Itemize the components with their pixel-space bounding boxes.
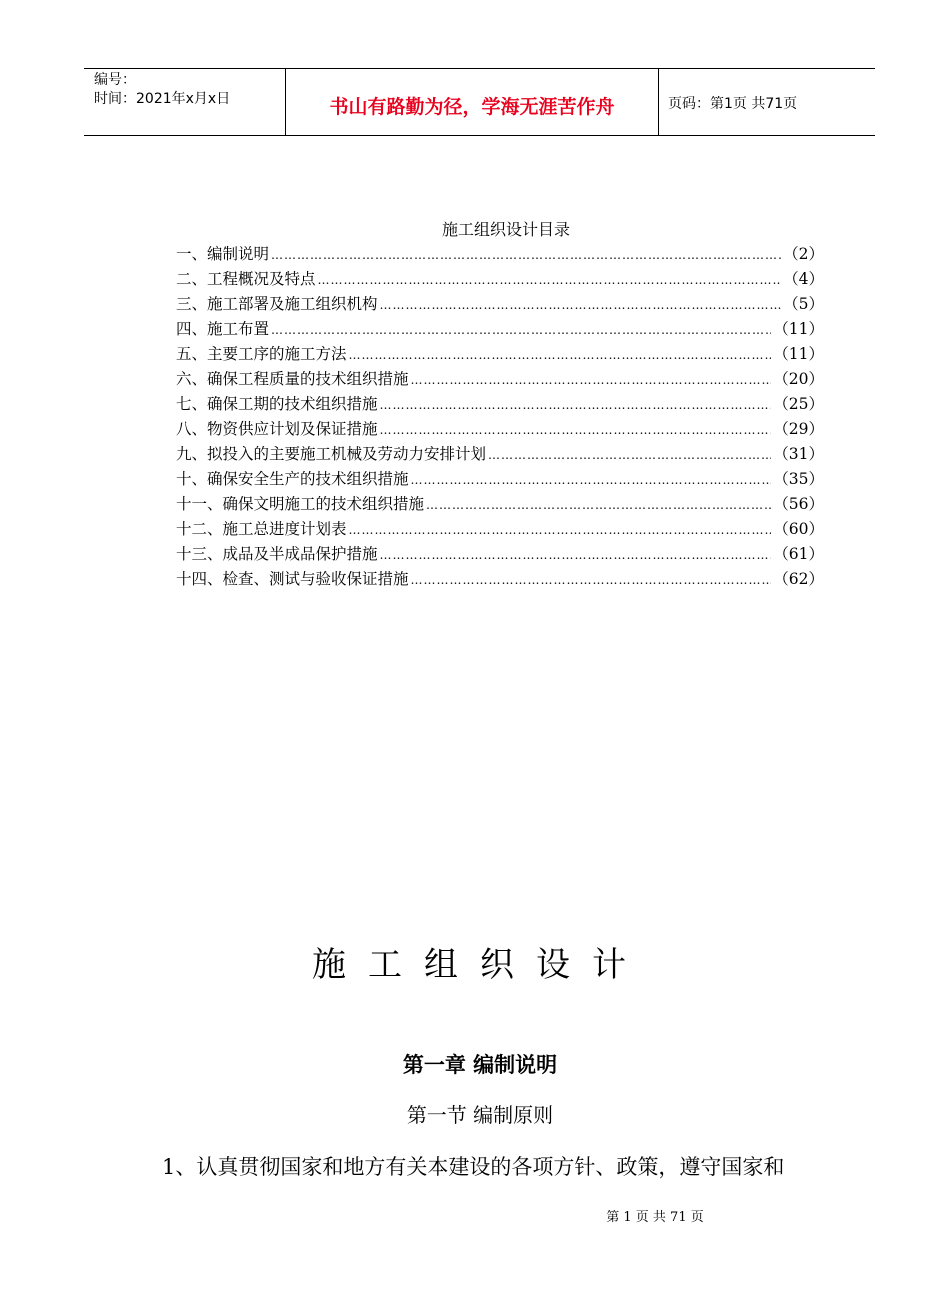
toc-entry[interactable] bbox=[176, 417, 824, 442]
toc-entry-label: 一、编制说明 bbox=[176, 245, 270, 263]
body-paragraph: 1、认真贯彻国家和地方有关本建设的各项方针、政策，遵守国家和 bbox=[162, 1155, 785, 1179]
toc-leader-dots bbox=[271, 243, 781, 268]
toc-entry-page: （4） bbox=[783, 270, 824, 288]
toc-entry[interactable] bbox=[176, 317, 824, 342]
toc-entry[interactable] bbox=[176, 492, 824, 517]
toc-entry-page: （31） bbox=[773, 445, 824, 463]
chapter-heading: 第一章 编制说明 bbox=[402, 1053, 558, 1077]
toc-entry[interactable] bbox=[176, 542, 824, 567]
toc-entry-page: （35） bbox=[773, 470, 824, 488]
header-motto: 书山有路勤为径，学海无涯苦作舟 bbox=[286, 69, 659, 135]
toc-entry-label: 十二、施工总进度计划表 bbox=[176, 520, 347, 538]
toc-entry[interactable] bbox=[176, 517, 824, 542]
toc-entry-label: 九、拟投入的主要施工机械及劳动力安排计划 bbox=[176, 445, 487, 463]
toc-leader-dots bbox=[349, 518, 772, 543]
toc-entry-page: （62） bbox=[773, 570, 824, 588]
toc-entry-label: 十三、成品及半成品保护措施 bbox=[176, 545, 378, 563]
toc-leader-dots bbox=[488, 443, 771, 468]
toc-entry-label: 七、确保工期的技术组织措施 bbox=[176, 395, 378, 413]
table-of-contents bbox=[176, 242, 824, 592]
toc-entry-label: 五、主要工序的施工方法 bbox=[176, 345, 347, 363]
toc-entry[interactable] bbox=[176, 242, 824, 267]
toc-leader-dots bbox=[411, 368, 772, 393]
toc-entry[interactable] bbox=[176, 392, 824, 417]
toc-entry[interactable] bbox=[176, 367, 824, 392]
toc-entry[interactable] bbox=[176, 567, 824, 592]
header-number: 编号： bbox=[94, 72, 136, 88]
toc-entry-page: （20） bbox=[773, 370, 824, 388]
toc-entry-page: （56） bbox=[773, 495, 824, 513]
page-header bbox=[84, 68, 875, 136]
toc-leader-dots bbox=[411, 468, 772, 493]
toc-leader-dots bbox=[349, 343, 772, 368]
toc-entry-label: 四、施工布置 bbox=[176, 320, 270, 338]
header-meta bbox=[84, 69, 286, 135]
page-footer: 第 1 页 共 71 页 bbox=[606, 1210, 704, 1225]
toc-entry-page: （61） bbox=[773, 545, 824, 563]
toc-title: 施工组织设计目录 bbox=[441, 220, 570, 239]
toc-leader-dots bbox=[411, 568, 772, 593]
toc-leader-dots bbox=[380, 393, 772, 418]
document-title: 施工组织设计 bbox=[312, 945, 648, 985]
toc-leader-dots bbox=[380, 418, 772, 443]
section-heading: 第一节 编制原则 bbox=[406, 1103, 554, 1127]
toc-entry[interactable] bbox=[176, 442, 824, 467]
toc-entry-label: 六、确保工程质量的技术组织措施 bbox=[176, 370, 409, 388]
toc-entry-page: （29） bbox=[773, 420, 824, 438]
toc-leader-dots bbox=[318, 268, 782, 293]
toc-entry-label: 三、施工部署及施工组织机构 bbox=[176, 295, 378, 313]
toc-entry-label: 十一、确保文明施工的技术组织措施 bbox=[176, 495, 425, 513]
toc-entry-label: 二、工程概况及特点 bbox=[176, 270, 316, 288]
toc-entry-label: 十、确保安全生产的技术组织措施 bbox=[176, 470, 409, 488]
toc-entry-page: （60） bbox=[773, 520, 824, 538]
toc-leader-dots bbox=[426, 493, 771, 518]
toc-entry-label: 八、物资供应计划及保证措施 bbox=[176, 420, 378, 438]
toc-entry-page: （25） bbox=[773, 395, 824, 413]
toc-entry[interactable] bbox=[176, 292, 824, 317]
header-time: 时间：2021年x月x日 bbox=[94, 91, 231, 107]
toc-entry-page: （2） bbox=[783, 245, 824, 263]
toc-entry[interactable] bbox=[176, 267, 824, 292]
toc-entry-page: （11） bbox=[773, 345, 824, 363]
toc-entry-label: 十四、检查、测试与验收保证措施 bbox=[176, 570, 409, 588]
toc-entry[interactable] bbox=[176, 342, 824, 367]
toc-entry-page: （11） bbox=[773, 320, 824, 338]
toc-entry[interactable] bbox=[176, 467, 824, 492]
toc-leader-dots bbox=[380, 293, 782, 318]
toc-entry-page: （5） bbox=[783, 295, 824, 313]
header-page-number: 页码：第1页 共71页 bbox=[668, 96, 798, 112]
toc-leader-dots bbox=[271, 318, 771, 343]
toc-leader-dots bbox=[380, 543, 772, 568]
